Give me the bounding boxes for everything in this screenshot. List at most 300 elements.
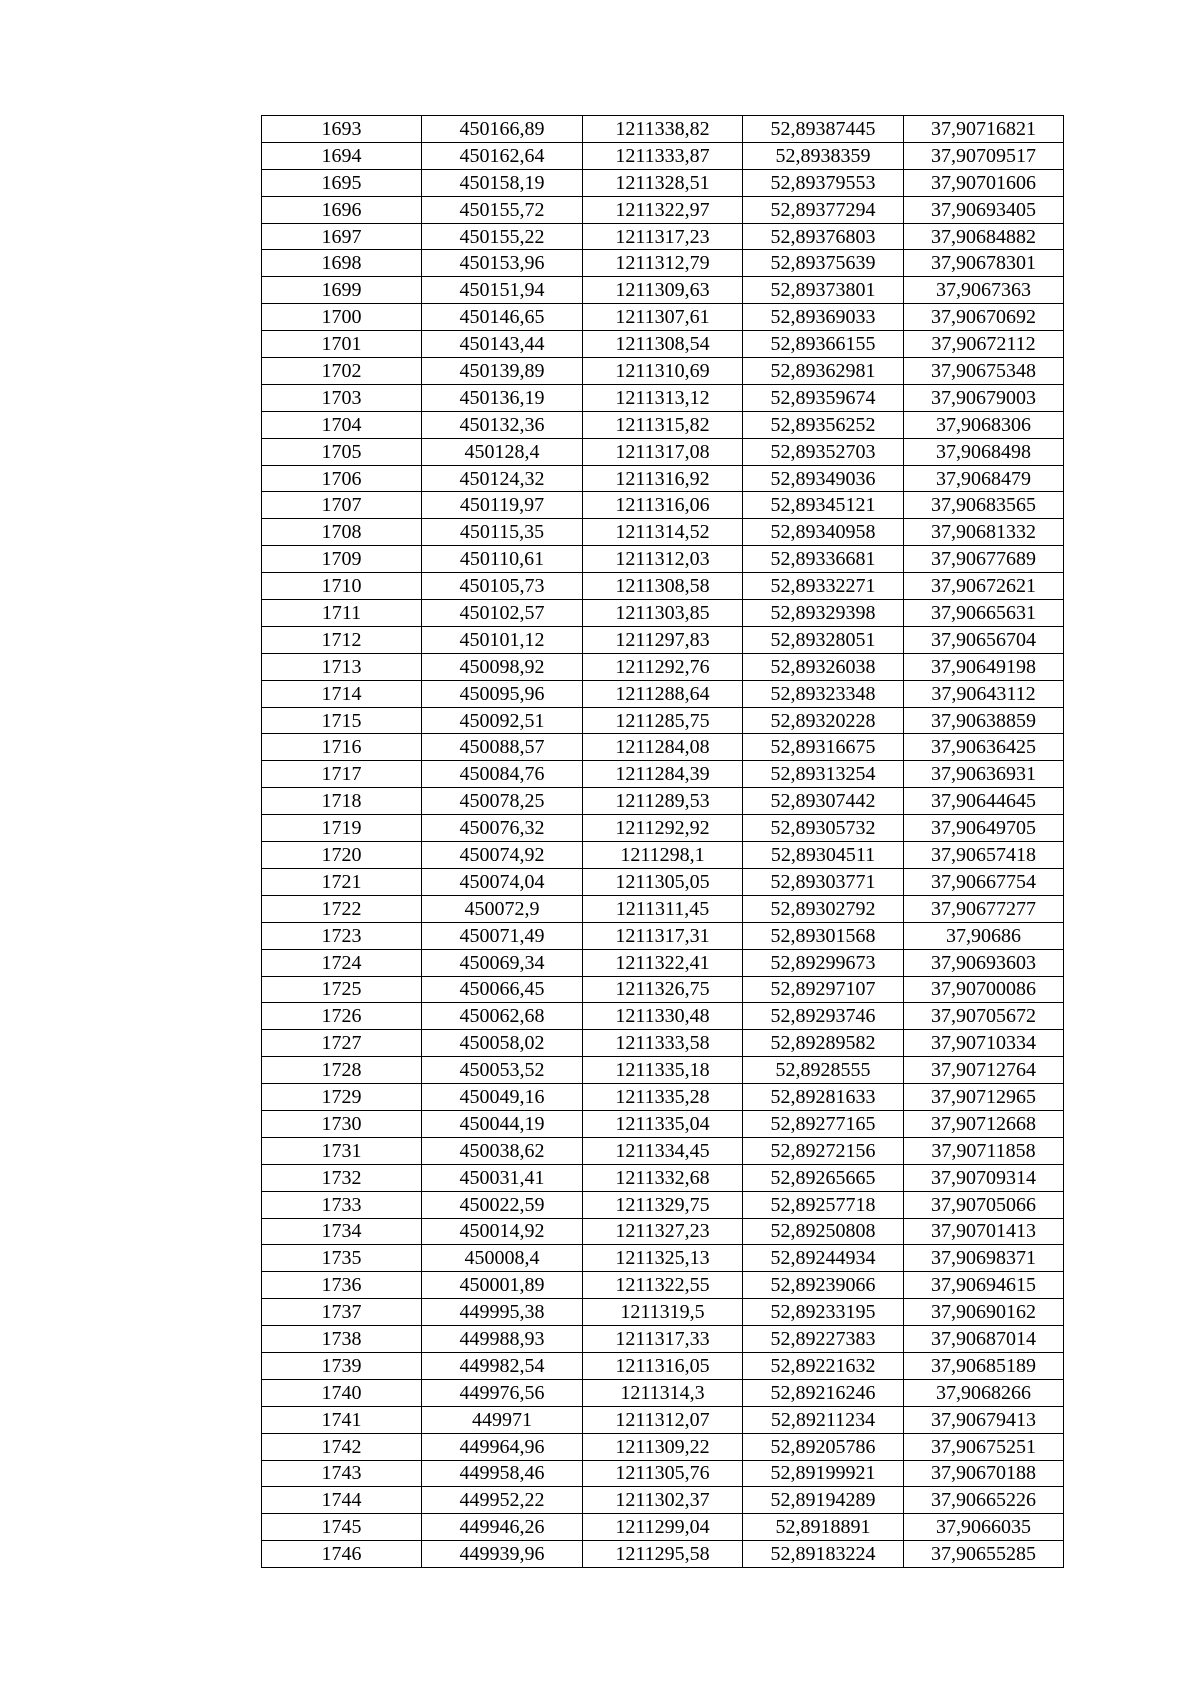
x-coordinate-cell: 450084,76	[422, 761, 583, 788]
y-coordinate-cell: 1211309,63	[583, 277, 743, 304]
longitude-cell: 37,90712764	[904, 1057, 1064, 1084]
latitude-cell: 52,89387445	[743, 116, 904, 143]
longitude-cell: 37,90644645	[904, 788, 1064, 815]
y-coordinate-cell: 1211292,92	[583, 815, 743, 842]
point-number-cell: 1726	[262, 1003, 422, 1030]
latitude-cell: 52,8928555	[743, 1057, 904, 1084]
point-number-cell: 1701	[262, 331, 422, 358]
latitude-cell: 52,89377294	[743, 196, 904, 223]
latitude-cell: 52,89281633	[743, 1084, 904, 1111]
latitude-cell: 52,89297107	[743, 976, 904, 1003]
table-row	[262, 546, 1064, 573]
point-number-cell: 1703	[262, 384, 422, 411]
table-row	[262, 1352, 1064, 1379]
latitude-cell: 52,89183224	[743, 1541, 904, 1568]
latitude-cell: 52,89277165	[743, 1110, 904, 1137]
table-row	[262, 1487, 1064, 1514]
longitude-cell: 37,90649705	[904, 815, 1064, 842]
y-coordinate-cell: 1211319,5	[583, 1299, 743, 1326]
x-coordinate-cell: 450143,44	[422, 331, 583, 358]
y-coordinate-cell: 1211295,58	[583, 1541, 743, 1568]
longitude-cell: 37,90672112	[904, 331, 1064, 358]
x-coordinate-cell: 449964,96	[422, 1433, 583, 1460]
latitude-cell: 52,89375639	[743, 250, 904, 277]
longitude-cell: 37,90677277	[904, 895, 1064, 922]
latitude-cell: 52,89328051	[743, 626, 904, 653]
y-coordinate-cell: 1211332,68	[583, 1164, 743, 1191]
point-number-cell: 1717	[262, 761, 422, 788]
y-coordinate-cell: 1211317,31	[583, 922, 743, 949]
longitude-cell: 37,90656704	[904, 626, 1064, 653]
latitude-cell: 52,89272156	[743, 1137, 904, 1164]
table-row	[262, 1003, 1064, 1030]
y-coordinate-cell: 1211330,48	[583, 1003, 743, 1030]
latitude-cell: 52,89305732	[743, 815, 904, 842]
latitude-cell: 52,89340958	[743, 519, 904, 546]
y-coordinate-cell: 1211308,54	[583, 331, 743, 358]
longitude-cell: 37,9068498	[904, 438, 1064, 465]
latitude-cell: 52,89332271	[743, 573, 904, 600]
x-coordinate-cell: 450031,41	[422, 1164, 583, 1191]
point-number-cell: 1730	[262, 1110, 422, 1137]
latitude-cell: 52,89303771	[743, 868, 904, 895]
longitude-cell: 37,90683565	[904, 492, 1064, 519]
point-number-cell: 1727	[262, 1030, 422, 1057]
table-row	[262, 1218, 1064, 1245]
point-number-cell: 1746	[262, 1541, 422, 1568]
y-coordinate-cell: 1211322,97	[583, 196, 743, 223]
x-coordinate-cell: 450092,51	[422, 707, 583, 734]
longitude-cell: 37,90679413	[904, 1406, 1064, 1433]
y-coordinate-cell: 1211334,45	[583, 1137, 743, 1164]
point-number-cell: 1741	[262, 1406, 422, 1433]
longitude-cell: 37,90700086	[904, 976, 1064, 1003]
y-coordinate-cell: 1211338,82	[583, 116, 743, 143]
x-coordinate-cell: 450105,73	[422, 573, 583, 600]
y-coordinate-cell: 1211326,75	[583, 976, 743, 1003]
point-number-cell: 1723	[262, 922, 422, 949]
point-number-cell: 1715	[262, 707, 422, 734]
x-coordinate-cell: 449946,26	[422, 1514, 583, 1541]
x-coordinate-cell: 449971	[422, 1406, 583, 1433]
longitude-cell: 37,90675251	[904, 1433, 1064, 1460]
x-coordinate-cell: 449995,38	[422, 1299, 583, 1326]
latitude-cell: 52,89257718	[743, 1191, 904, 1218]
point-number-cell: 1745	[262, 1514, 422, 1541]
longitude-cell: 37,90694615	[904, 1272, 1064, 1299]
x-coordinate-cell: 450022,59	[422, 1191, 583, 1218]
longitude-cell: 37,90670692	[904, 304, 1064, 331]
table-row	[262, 815, 1064, 842]
latitude-cell: 52,89233195	[743, 1299, 904, 1326]
longitude-cell: 37,90701606	[904, 169, 1064, 196]
latitude-cell: 52,8918891	[743, 1514, 904, 1541]
latitude-cell: 52,8938359	[743, 142, 904, 169]
latitude-cell: 52,89227383	[743, 1326, 904, 1353]
longitude-cell: 37,90709314	[904, 1164, 1064, 1191]
table-row	[262, 223, 1064, 250]
x-coordinate-cell: 450078,25	[422, 788, 583, 815]
x-coordinate-cell: 450014,92	[422, 1218, 583, 1245]
longitude-cell: 37,90712668	[904, 1110, 1064, 1137]
y-coordinate-cell: 1211316,06	[583, 492, 743, 519]
y-coordinate-cell: 1211329,75	[583, 1191, 743, 1218]
table-row	[262, 734, 1064, 761]
latitude-cell: 52,89239066	[743, 1272, 904, 1299]
y-coordinate-cell: 1211310,69	[583, 358, 743, 385]
table-row	[262, 1460, 1064, 1487]
x-coordinate-cell: 450101,12	[422, 626, 583, 653]
x-coordinate-cell: 450162,64	[422, 142, 583, 169]
point-number-cell: 1708	[262, 519, 422, 546]
latitude-cell: 52,89373801	[743, 277, 904, 304]
point-number-cell: 1700	[262, 304, 422, 331]
y-coordinate-cell: 1211305,05	[583, 868, 743, 895]
x-coordinate-cell: 450115,35	[422, 519, 583, 546]
point-number-cell: 1698	[262, 250, 422, 277]
longitude-cell: 37,90677689	[904, 546, 1064, 573]
latitude-cell: 52,89349036	[743, 465, 904, 492]
longitude-cell: 37,90698371	[904, 1245, 1064, 1272]
longitude-cell: 37,90710334	[904, 1030, 1064, 1057]
y-coordinate-cell: 1211312,79	[583, 250, 743, 277]
latitude-cell: 52,89304511	[743, 842, 904, 869]
table-row	[262, 1191, 1064, 1218]
y-coordinate-cell: 1211316,05	[583, 1352, 743, 1379]
table-row	[262, 1057, 1064, 1084]
table-row	[262, 653, 1064, 680]
table-row	[262, 573, 1064, 600]
y-coordinate-cell: 1211322,55	[583, 1272, 743, 1299]
longitude-cell: 37,90685189	[904, 1352, 1064, 1379]
latitude-cell: 52,89265665	[743, 1164, 904, 1191]
y-coordinate-cell: 1211309,22	[583, 1433, 743, 1460]
point-number-cell: 1697	[262, 223, 422, 250]
table-row	[262, 868, 1064, 895]
latitude-cell: 52,89221632	[743, 1352, 904, 1379]
latitude-cell: 52,89362981	[743, 358, 904, 385]
latitude-cell: 52,89299673	[743, 949, 904, 976]
longitude-cell: 37,90687014	[904, 1326, 1064, 1353]
longitude-cell: 37,90643112	[904, 680, 1064, 707]
latitude-cell: 52,89352703	[743, 438, 904, 465]
latitude-cell: 52,89326038	[743, 653, 904, 680]
point-number-cell: 1740	[262, 1379, 422, 1406]
x-coordinate-cell: 450128,4	[422, 438, 583, 465]
point-number-cell: 1738	[262, 1326, 422, 1353]
x-coordinate-cell: 450166,89	[422, 116, 583, 143]
table-row	[262, 1541, 1064, 1568]
table-row	[262, 116, 1064, 143]
point-number-cell: 1718	[262, 788, 422, 815]
point-number-cell: 1744	[262, 1487, 422, 1514]
table-row	[262, 384, 1064, 411]
longitude-cell: 37,90665631	[904, 600, 1064, 627]
longitude-cell: 37,90709517	[904, 142, 1064, 169]
point-number-cell: 1702	[262, 358, 422, 385]
table-row	[262, 922, 1064, 949]
longitude-cell: 37,90638859	[904, 707, 1064, 734]
longitude-cell: 37,90649198	[904, 653, 1064, 680]
latitude-cell: 52,89302792	[743, 895, 904, 922]
table-row	[262, 1379, 1064, 1406]
longitude-cell: 37,90670188	[904, 1460, 1064, 1487]
longitude-cell: 37,90636931	[904, 761, 1064, 788]
latitude-cell: 52,89211234	[743, 1406, 904, 1433]
table-row	[262, 196, 1064, 223]
y-coordinate-cell: 1211335,04	[583, 1110, 743, 1137]
y-coordinate-cell: 1211284,08	[583, 734, 743, 761]
point-number-cell: 1707	[262, 492, 422, 519]
longitude-cell: 37,90678301	[904, 250, 1064, 277]
latitude-cell: 52,89323348	[743, 680, 904, 707]
x-coordinate-cell: 449988,93	[422, 1326, 583, 1353]
longitude-cell: 37,90693405	[904, 196, 1064, 223]
point-number-cell: 1704	[262, 411, 422, 438]
latitude-cell: 52,89250808	[743, 1218, 904, 1245]
y-coordinate-cell: 1211315,82	[583, 411, 743, 438]
x-coordinate-cell: 450088,57	[422, 734, 583, 761]
x-coordinate-cell: 450155,22	[422, 223, 583, 250]
x-coordinate-cell: 450062,68	[422, 1003, 583, 1030]
y-coordinate-cell: 1211285,75	[583, 707, 743, 734]
longitude-cell: 37,90667754	[904, 868, 1064, 895]
x-coordinate-cell: 450124,32	[422, 465, 583, 492]
longitude-cell: 37,9068306	[904, 411, 1064, 438]
latitude-cell: 52,89320228	[743, 707, 904, 734]
y-coordinate-cell: 1211288,64	[583, 680, 743, 707]
y-coordinate-cell: 1211314,3	[583, 1379, 743, 1406]
latitude-cell: 52,89356252	[743, 411, 904, 438]
y-coordinate-cell: 1211317,33	[583, 1326, 743, 1353]
point-number-cell: 1743	[262, 1460, 422, 1487]
table-row	[262, 438, 1064, 465]
table-row	[262, 1514, 1064, 1541]
x-coordinate-cell: 449939,96	[422, 1541, 583, 1568]
point-number-cell: 1693	[262, 116, 422, 143]
x-coordinate-cell: 450074,92	[422, 842, 583, 869]
point-number-cell: 1739	[262, 1352, 422, 1379]
point-number-cell: 1732	[262, 1164, 422, 1191]
longitude-cell: 37,9067363	[904, 277, 1064, 304]
x-coordinate-cell: 450053,52	[422, 1057, 583, 1084]
point-number-cell: 1731	[262, 1137, 422, 1164]
y-coordinate-cell: 1211305,76	[583, 1460, 743, 1487]
table-row	[262, 680, 1064, 707]
x-coordinate-cell: 450008,4	[422, 1245, 583, 1272]
x-coordinate-cell: 450151,94	[422, 277, 583, 304]
table-row	[262, 304, 1064, 331]
table-row	[262, 626, 1064, 653]
table-row	[262, 169, 1064, 196]
coordinates-table-body	[262, 116, 1064, 1568]
longitude-cell: 37,90665226	[904, 1487, 1064, 1514]
point-number-cell: 1696	[262, 196, 422, 223]
coordinates-table	[261, 115, 1064, 1568]
longitude-cell: 37,9068479	[904, 465, 1064, 492]
point-number-cell: 1712	[262, 626, 422, 653]
x-coordinate-cell: 450074,04	[422, 868, 583, 895]
longitude-cell: 37,90636425	[904, 734, 1064, 761]
table-row	[262, 250, 1064, 277]
x-coordinate-cell: 450098,92	[422, 653, 583, 680]
longitude-cell: 37,9066035	[904, 1514, 1064, 1541]
table-row	[262, 358, 1064, 385]
table-row	[262, 1137, 1064, 1164]
table-row	[262, 277, 1064, 304]
point-number-cell: 1721	[262, 868, 422, 895]
y-coordinate-cell: 1211302,37	[583, 1487, 743, 1514]
longitude-cell: 37,90690162	[904, 1299, 1064, 1326]
point-number-cell: 1737	[262, 1299, 422, 1326]
point-number-cell: 1716	[262, 734, 422, 761]
latitude-cell: 52,89369033	[743, 304, 904, 331]
latitude-cell: 52,89376803	[743, 223, 904, 250]
latitude-cell: 52,89244934	[743, 1245, 904, 1272]
latitude-cell: 52,89301568	[743, 922, 904, 949]
point-number-cell: 1720	[262, 842, 422, 869]
y-coordinate-cell: 1211284,39	[583, 761, 743, 788]
longitude-cell: 37,90693603	[904, 949, 1064, 976]
y-coordinate-cell: 1211328,51	[583, 169, 743, 196]
table-row	[262, 761, 1064, 788]
point-number-cell: 1734	[262, 1218, 422, 1245]
latitude-cell: 52,89359674	[743, 384, 904, 411]
y-coordinate-cell: 1211299,04	[583, 1514, 743, 1541]
point-number-cell: 1710	[262, 573, 422, 600]
longitude-cell: 37,90686	[904, 922, 1064, 949]
y-coordinate-cell: 1211335,28	[583, 1084, 743, 1111]
latitude-cell: 52,89194289	[743, 1487, 904, 1514]
table-row	[262, 842, 1064, 869]
x-coordinate-cell: 450066,45	[422, 976, 583, 1003]
latitude-cell: 52,89313254	[743, 761, 904, 788]
table-row	[262, 1326, 1064, 1353]
table-row	[262, 1433, 1064, 1460]
x-coordinate-cell: 450095,96	[422, 680, 583, 707]
longitude-cell: 37,90679003	[904, 384, 1064, 411]
longitude-cell: 37,90705672	[904, 1003, 1064, 1030]
x-coordinate-cell: 450001,89	[422, 1272, 583, 1299]
x-coordinate-cell: 450076,32	[422, 815, 583, 842]
table-row	[262, 707, 1064, 734]
point-number-cell: 1733	[262, 1191, 422, 1218]
latitude-cell: 52,89329398	[743, 600, 904, 627]
x-coordinate-cell: 450136,19	[422, 384, 583, 411]
point-number-cell: 1706	[262, 465, 422, 492]
point-number-cell: 1699	[262, 277, 422, 304]
latitude-cell: 52,89379553	[743, 169, 904, 196]
longitude-cell: 37,9068266	[904, 1379, 1064, 1406]
table-row	[262, 1406, 1064, 1433]
y-coordinate-cell: 1211307,61	[583, 304, 743, 331]
latitude-cell: 52,89366155	[743, 331, 904, 358]
table-row	[262, 895, 1064, 922]
x-coordinate-cell: 450049,16	[422, 1084, 583, 1111]
y-coordinate-cell: 1211333,87	[583, 142, 743, 169]
point-number-cell: 1711	[262, 600, 422, 627]
longitude-cell: 37,90657418	[904, 842, 1064, 869]
point-number-cell: 1725	[262, 976, 422, 1003]
longitude-cell: 37,90681332	[904, 519, 1064, 546]
latitude-cell: 52,89216246	[743, 1379, 904, 1406]
longitude-cell: 37,90705066	[904, 1191, 1064, 1218]
x-coordinate-cell: 450153,96	[422, 250, 583, 277]
point-number-cell: 1695	[262, 169, 422, 196]
longitude-cell: 37,90655285	[904, 1541, 1064, 1568]
x-coordinate-cell: 450038,62	[422, 1137, 583, 1164]
x-coordinate-cell: 450102,57	[422, 600, 583, 627]
y-coordinate-cell: 1211316,92	[583, 465, 743, 492]
y-coordinate-cell: 1211303,85	[583, 600, 743, 627]
table-row	[262, 949, 1064, 976]
x-coordinate-cell: 450071,49	[422, 922, 583, 949]
y-coordinate-cell: 1211327,23	[583, 1218, 743, 1245]
y-coordinate-cell: 1211312,03	[583, 546, 743, 573]
x-coordinate-cell: 450155,72	[422, 196, 583, 223]
latitude-cell: 52,89307442	[743, 788, 904, 815]
table-row	[262, 788, 1064, 815]
point-number-cell: 1714	[262, 680, 422, 707]
point-number-cell: 1729	[262, 1084, 422, 1111]
x-coordinate-cell: 449958,46	[422, 1460, 583, 1487]
point-number-cell: 1742	[262, 1433, 422, 1460]
longitude-cell: 37,90672621	[904, 573, 1064, 600]
y-coordinate-cell: 1211333,58	[583, 1030, 743, 1057]
longitude-cell: 37,90675348	[904, 358, 1064, 385]
table-row	[262, 1110, 1064, 1137]
y-coordinate-cell: 1211322,41	[583, 949, 743, 976]
point-number-cell: 1722	[262, 895, 422, 922]
y-coordinate-cell: 1211308,58	[583, 573, 743, 600]
table-row	[262, 1030, 1064, 1057]
x-coordinate-cell: 450139,89	[422, 358, 583, 385]
latitude-cell: 52,89293746	[743, 1003, 904, 1030]
y-coordinate-cell: 1211325,13	[583, 1245, 743, 1272]
table-row	[262, 519, 1064, 546]
x-coordinate-cell: 450132,36	[422, 411, 583, 438]
y-coordinate-cell: 1211297,83	[583, 626, 743, 653]
y-coordinate-cell: 1211317,08	[583, 438, 743, 465]
table-row	[262, 976, 1064, 1003]
latitude-cell: 52,89289582	[743, 1030, 904, 1057]
y-coordinate-cell: 1211298,1	[583, 842, 743, 869]
x-coordinate-cell: 449952,22	[422, 1487, 583, 1514]
y-coordinate-cell: 1211311,45	[583, 895, 743, 922]
point-number-cell: 1735	[262, 1245, 422, 1272]
point-number-cell: 1694	[262, 142, 422, 169]
longitude-cell: 37,90712965	[904, 1084, 1064, 1111]
point-number-cell: 1724	[262, 949, 422, 976]
x-coordinate-cell: 450072,9	[422, 895, 583, 922]
point-number-cell: 1728	[262, 1057, 422, 1084]
point-number-cell: 1713	[262, 653, 422, 680]
x-coordinate-cell: 450044,19	[422, 1110, 583, 1137]
longitude-cell: 37,90684882	[904, 223, 1064, 250]
table-row	[262, 492, 1064, 519]
latitude-cell: 52,89345121	[743, 492, 904, 519]
table-row	[262, 1272, 1064, 1299]
latitude-cell: 52,89199921	[743, 1460, 904, 1487]
x-coordinate-cell: 450069,34	[422, 949, 583, 976]
x-coordinate-cell: 449982,54	[422, 1352, 583, 1379]
table-row	[262, 465, 1064, 492]
latitude-cell: 52,89336681	[743, 546, 904, 573]
longitude-cell: 37,90711858	[904, 1137, 1064, 1164]
point-number-cell: 1705	[262, 438, 422, 465]
latitude-cell: 52,89316675	[743, 734, 904, 761]
table-row	[262, 1084, 1064, 1111]
